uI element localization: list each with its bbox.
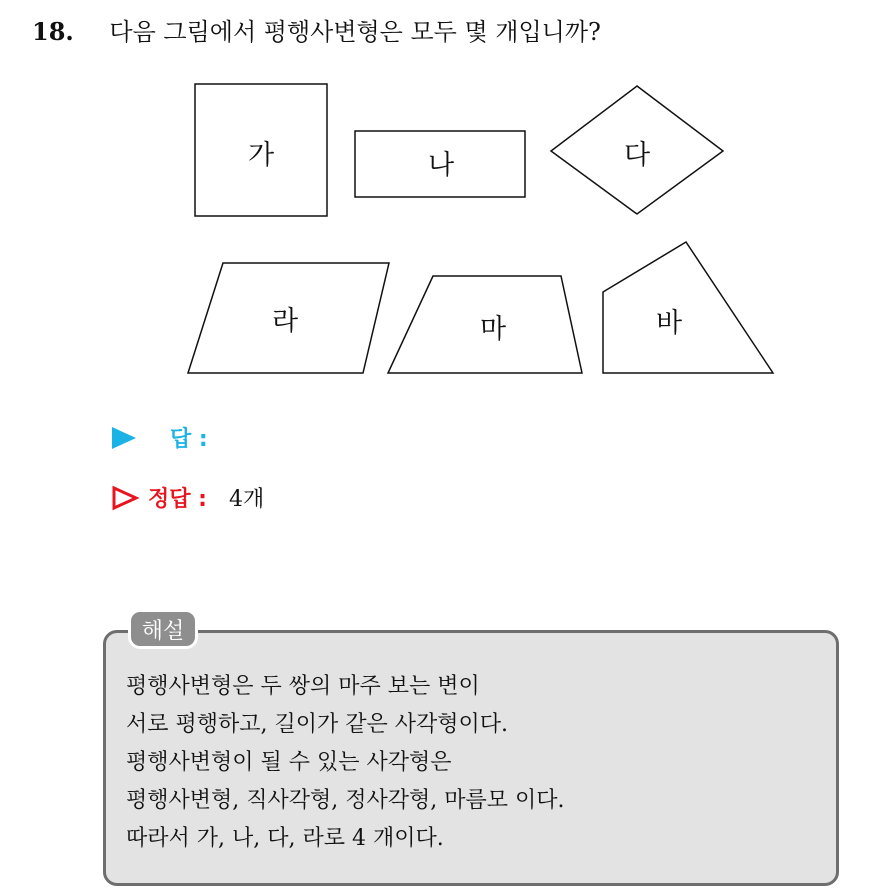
correct-answer-value: 4개 [228, 487, 265, 512]
answer-row [112, 422, 208, 453]
shape-ba [603, 242, 773, 373]
explanation-tab: 해설 [128, 609, 198, 649]
red-outline-triangle-icon [112, 485, 140, 511]
question-number: 18. [32, 17, 74, 46]
figure-label-ga: 가 [247, 140, 275, 171]
explanation-line: 평행사변형은 두 쌍의 마주 보는 변이 [126, 674, 480, 699]
explanation-line: 평행사변형이 될 수 있는 사각형은 [126, 750, 452, 775]
explanation-text [126, 668, 564, 858]
figures [0, 0, 884, 400]
explanation-line: 서로 평행하고, 길이가 같은 사각형이다. [126, 712, 508, 737]
explanation-line: 따라서 가, 나, 다, 라로 4 개이다. [126, 826, 444, 851]
figure-label-da: 다 [623, 140, 651, 171]
answer-label: 답 : [170, 427, 208, 452]
figure-label-ba: 바 [655, 308, 683, 339]
blue-triangle-icon [112, 425, 140, 451]
figure-label-ra: 라 [271, 306, 299, 337]
figure-label-ma: 마 [479, 314, 507, 345]
explanation-line: 평행사변형, 직사각형, 정사각형, 마름모 이다. [126, 788, 565, 813]
question-text: 다음 그림에서 평행사변형은 모두 몇 개입니까? [109, 18, 601, 46]
correct-answer-row [112, 482, 264, 513]
correct-answer-label: 정답 : [148, 487, 207, 512]
figure-label-na: 나 [427, 150, 455, 181]
